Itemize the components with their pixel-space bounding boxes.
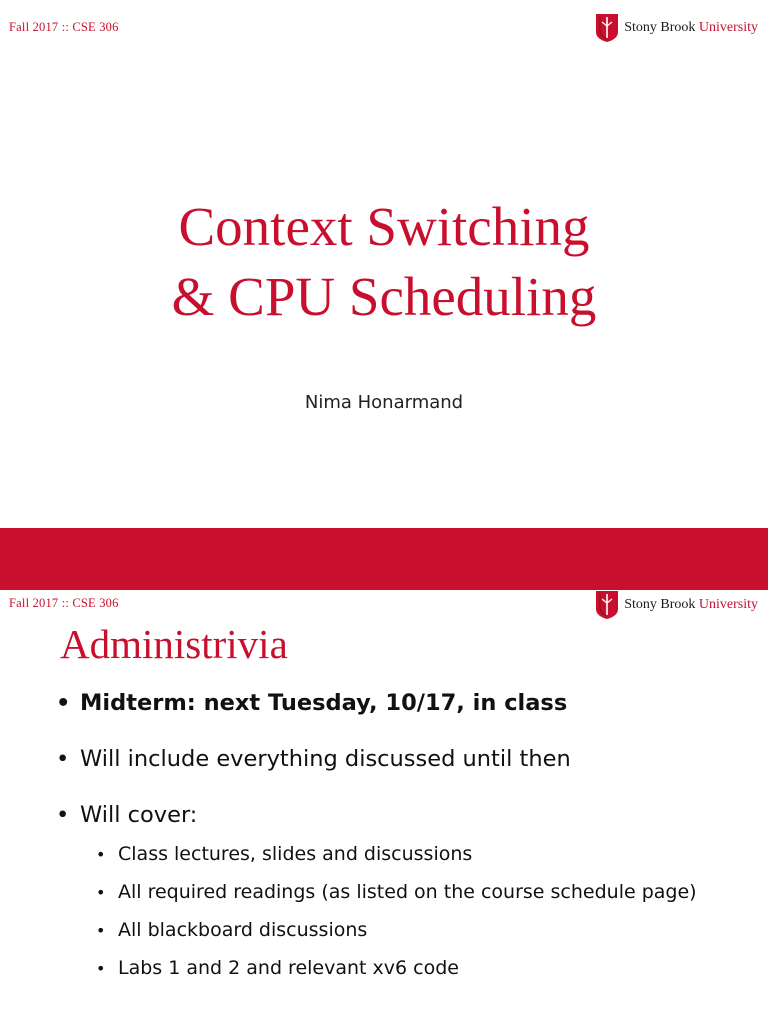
sub-bullet-item	[96, 840, 716, 869]
sub-bullet-item	[96, 916, 716, 945]
author-name: Nima Honarmand	[304, 392, 464, 413]
bullet-item	[56, 746, 746, 772]
sub-bullet-list	[96, 840, 716, 983]
bullet-item	[56, 690, 746, 716]
section-heading: Administrivia	[60, 621, 288, 667]
bullet-list	[56, 690, 746, 983]
footer-band	[0, 528, 768, 576]
stony-brook-shield-icon	[595, 590, 619, 620]
sub-bullet-text: Class lectures, slides and discussions	[118, 843, 473, 865]
bullet-text: Will cover:	[80, 802, 198, 828]
sub-bullet-text: Labs 1 and 2 and relevant xv6 code	[118, 957, 459, 979]
logo-wordmark-main: Stony Brook	[624, 597, 696, 612]
sub-bullet-item	[96, 878, 716, 907]
logo-wordmark-main: Stony Brook	[624, 20, 696, 35]
bullet-item	[56, 802, 746, 828]
slide-title-line-1: Context Switching	[178, 196, 590, 257]
bullet-dot-icon: •	[96, 959, 106, 978]
logo-wordmark-accent: University	[698, 597, 758, 612]
sub-bullet-text: All required readings (as listed on the course schedule page)	[118, 881, 697, 903]
slide-title	[0, 192, 768, 332]
content-slide	[0, 590, 768, 1024]
bullet-text: Midterm: next Tuesday, 10/17, in class	[80, 690, 568, 716]
sub-bullet-text: All blackboard discussions	[118, 919, 368, 941]
course-tag: Fall 2017 :: CSE 306	[9, 596, 119, 610]
logo-wordmark	[624, 597, 758, 613]
university-logo	[595, 13, 758, 43]
bullet-dot-icon: •	[96, 883, 106, 902]
sub-bullet-item	[96, 954, 716, 983]
bullet-dot-icon: •	[56, 746, 70, 772]
logo-wordmark-accent: University	[698, 20, 758, 35]
stony-brook-shield-icon	[595, 13, 619, 43]
bullet-text: Will include everything discussed until then	[80, 746, 571, 772]
bullet-dot-icon: •	[96, 845, 106, 864]
slide-separator	[0, 576, 768, 590]
bullet-dot-icon: •	[56, 690, 71, 716]
bullet-dot-icon: •	[56, 802, 70, 828]
bullet-dot-icon: •	[96, 921, 106, 940]
course-tag: Fall 2017 :: CSE 306	[9, 20, 119, 34]
university-logo	[595, 590, 758, 620]
slide-title-line-2: & CPU Scheduling	[171, 266, 597, 327]
logo-wordmark	[624, 20, 758, 36]
